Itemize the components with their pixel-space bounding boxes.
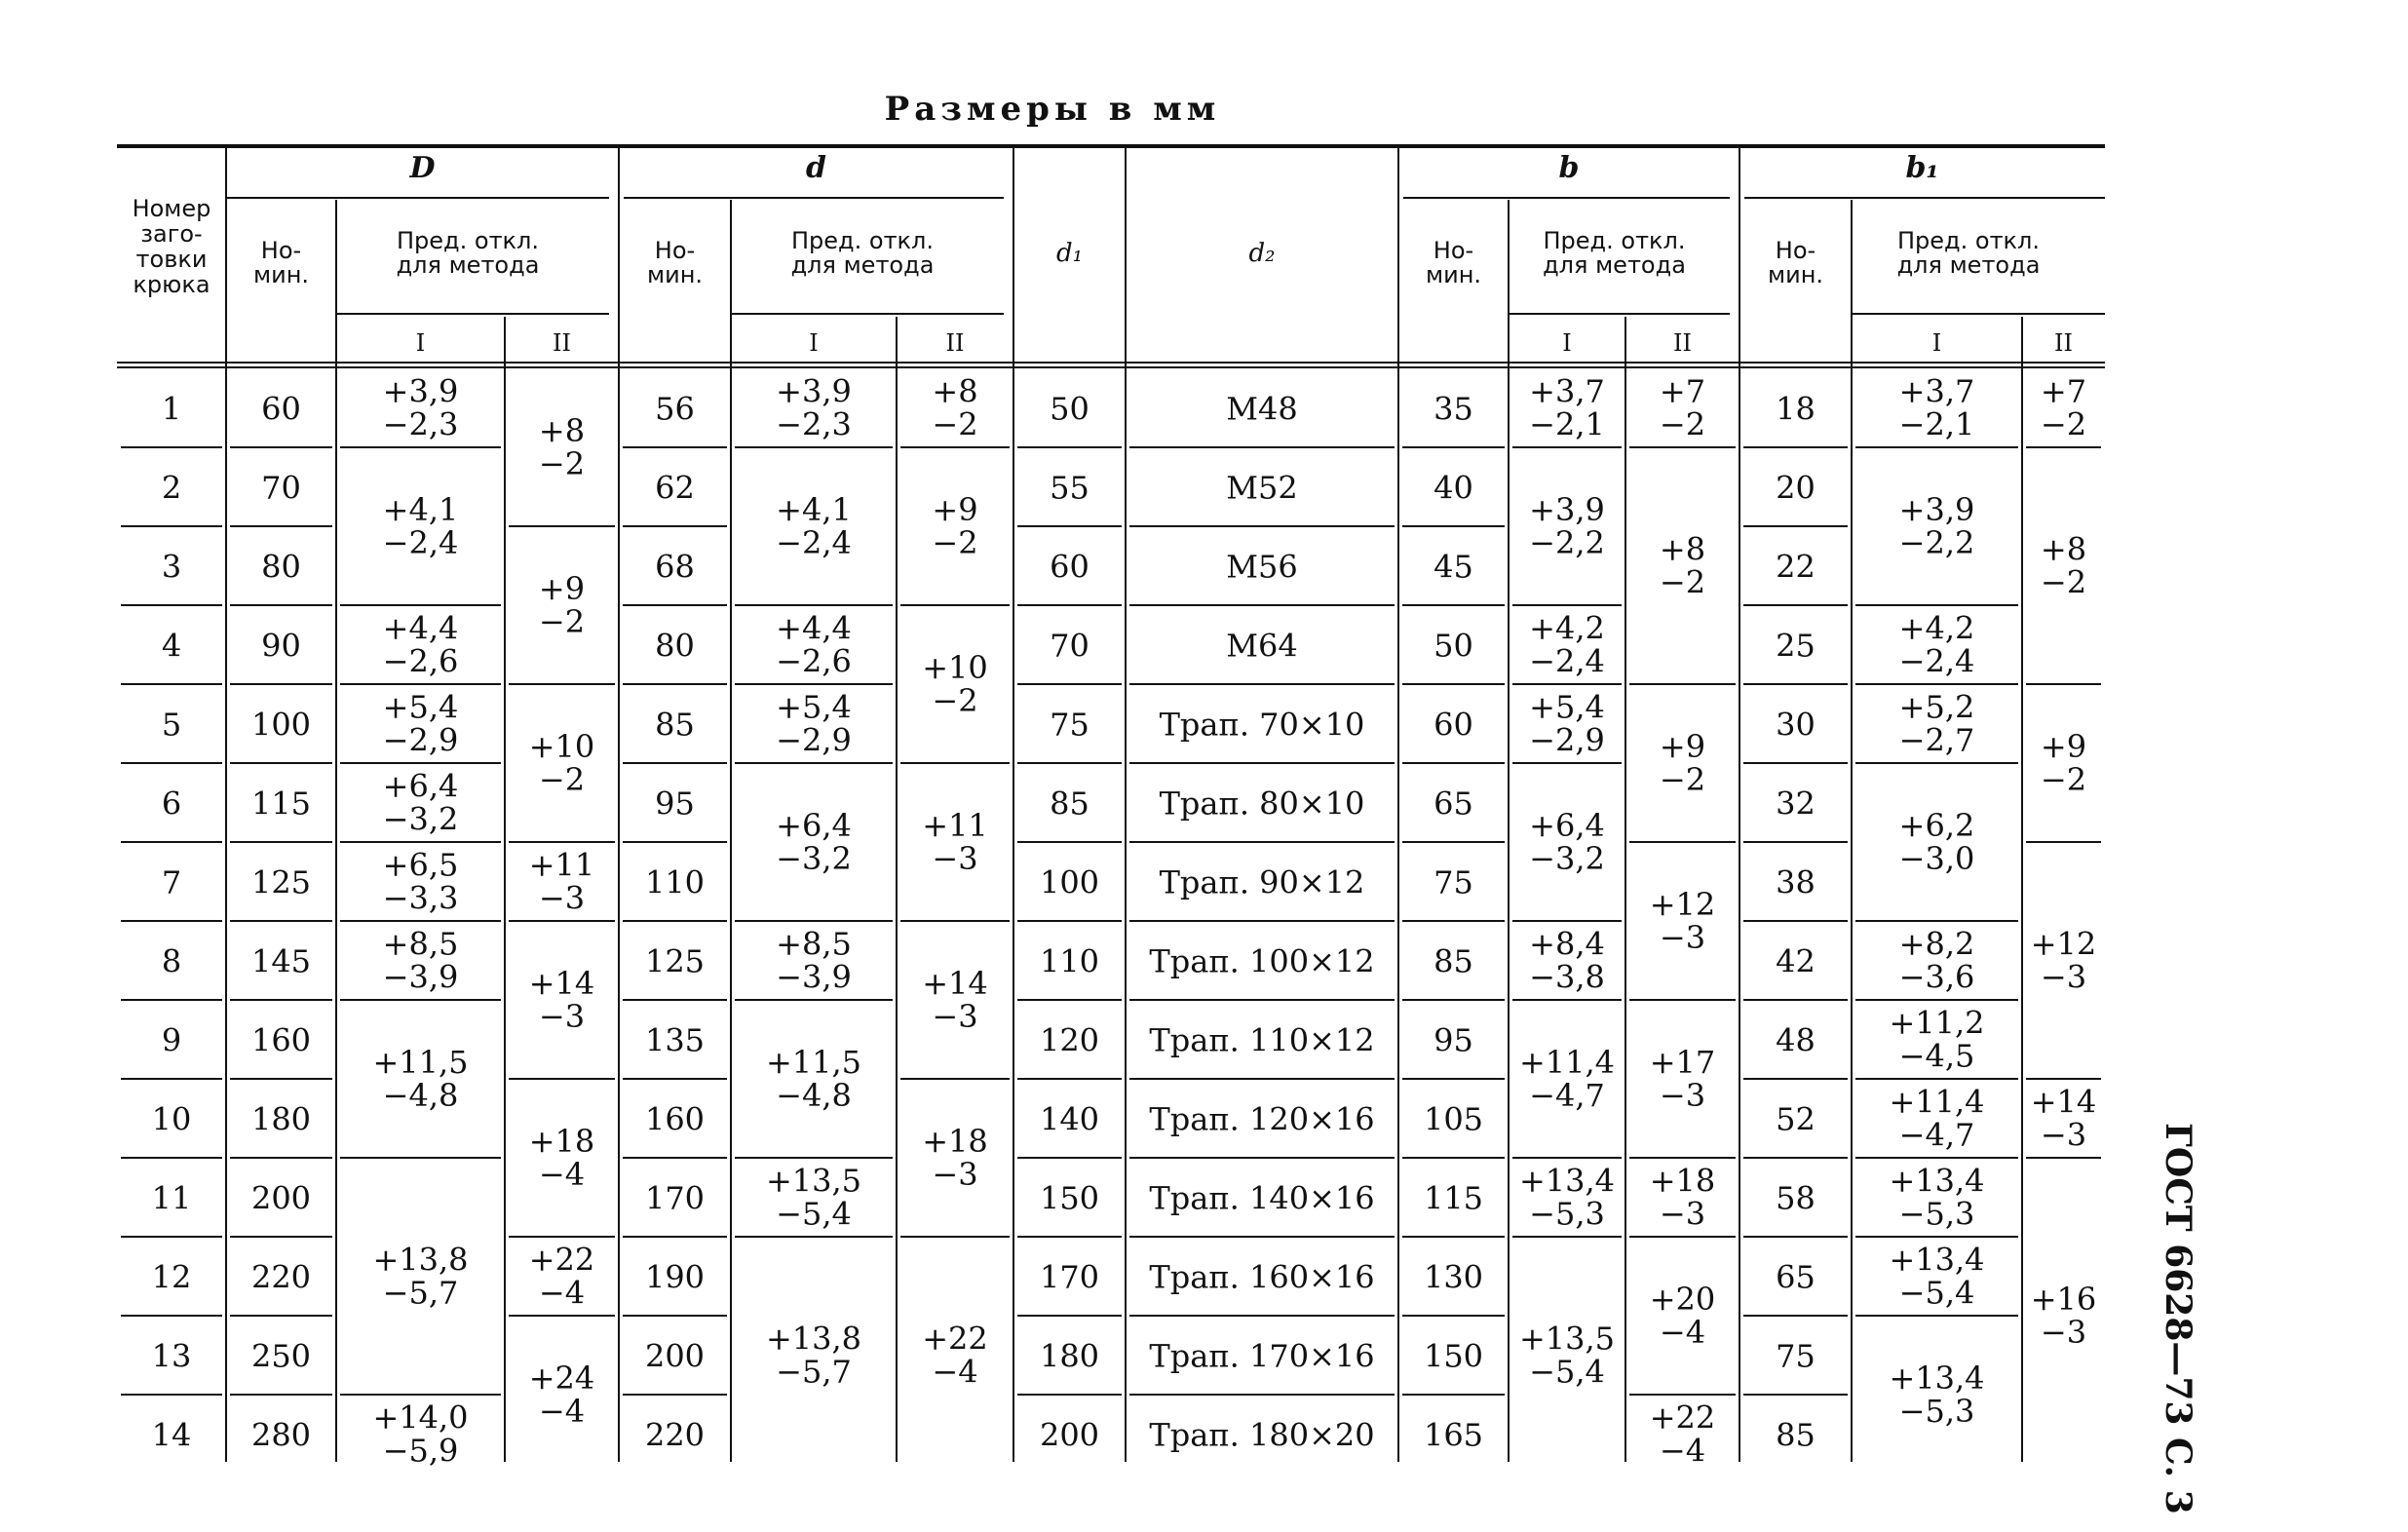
cell-d2: Трап. 90×12 (1159, 863, 1365, 901)
tolerance-upper: +3,9 (382, 372, 459, 410)
tolerance-upper: +12 (2030, 925, 2097, 963)
tolerance-upper: +13,5 (765, 1162, 862, 1200)
cell-d1: 170 (1039, 1258, 1100, 1296)
group-header-D: D (409, 151, 436, 185)
cell-d1: 60 (1050, 548, 1089, 586)
tolerance-upper: +17 (1649, 1044, 1716, 1081)
cell-D: 160 (250, 1021, 312, 1059)
tolerance-upper: +4,4 (776, 609, 852, 647)
tolerance-lower: −3,2 (382, 800, 459, 838)
cell-n: 5 (161, 706, 182, 744)
tolerance-upper: +5,4 (776, 688, 852, 726)
cell-b1: 38 (1776, 863, 1816, 901)
tolerance-upper: +9 (538, 570, 586, 607)
table-title: Размеры в мм (884, 90, 1221, 129)
tolerance-upper: +18 (922, 1123, 988, 1160)
tolerance-lower: −3 (932, 1156, 978, 1193)
cell-d: 190 (644, 1258, 706, 1296)
tolerance-lower: −3,2 (776, 840, 852, 877)
cell-d2: Трап. 170×16 (1149, 1337, 1375, 1375)
cell-D: 100 (250, 706, 312, 744)
tolerance-upper: +8,2 (1898, 925, 1975, 963)
tolerance-upper: +13,4 (1889, 1241, 1985, 1279)
tolerance-upper: +22 (528, 1241, 595, 1279)
tolerance-lower: −2 (1659, 563, 1706, 601)
group-header-b1: b₁ (1905, 151, 1939, 185)
tolerance-lower: −3 (538, 998, 586, 1035)
cell-D: 145 (250, 942, 312, 980)
cell-d1: 50 (1050, 390, 1089, 428)
tolerance-lower: −3,8 (1529, 958, 1605, 996)
tolerance-upper: +11,4 (1889, 1083, 1985, 1121)
cell-d1: 150 (1039, 1179, 1100, 1217)
cell-d1: 110 (1039, 942, 1100, 980)
cell-b1: 22 (1776, 548, 1816, 586)
cell-b1: 75 (1776, 1337, 1816, 1375)
tolerance-upper: +9 (932, 491, 978, 528)
cell-d: 125 (644, 942, 706, 980)
cell-d1: 120 (1039, 1021, 1100, 1059)
cell-b1: 20 (1776, 469, 1816, 507)
cell-b: 45 (1433, 548, 1473, 586)
cell-d2: Трап. 100×12 (1149, 942, 1375, 980)
tolerance-lower: −5,4 (1529, 1353, 1605, 1391)
cell-d: 56 (655, 390, 695, 428)
cell-n: 4 (161, 627, 182, 665)
tolerance-lower: −2 (932, 682, 978, 719)
tolerance-upper: +5,4 (382, 688, 459, 726)
tolerance-upper: +12 (1649, 886, 1716, 923)
tolerance-upper: +7 (1659, 372, 1706, 410)
tolerance-upper: +18 (528, 1123, 595, 1160)
tolerance-lower: −2,1 (1898, 405, 1975, 443)
tolerance-lower: −5,3 (1898, 1393, 1975, 1430)
tolerance-lower: −3 (932, 998, 978, 1035)
cell-n: 6 (161, 785, 182, 823)
tolerance-lower: −2,4 (1529, 642, 1605, 680)
cell-d2: M64 (1226, 627, 1298, 665)
cell-D: 180 (250, 1100, 312, 1138)
tolerance-header: для метода (790, 251, 935, 279)
tolerance-upper: +14 (922, 965, 988, 1002)
tolerance-lower: −3,2 (1529, 840, 1605, 877)
cell-d1: 200 (1039, 1416, 1100, 1454)
nominal-header: Но- (1775, 237, 1816, 264)
cell-D: 250 (250, 1337, 312, 1375)
tolerance-upper: +10 (528, 728, 595, 765)
tolerance-upper: +24 (528, 1360, 595, 1397)
method-II-header: II (945, 329, 965, 357)
tolerance-upper: +10 (922, 649, 988, 686)
tolerance-lower: −5,3 (1529, 1195, 1605, 1233)
tolerance-upper: +14 (528, 965, 595, 1002)
cell-b: 115 (1423, 1179, 1484, 1217)
tolerance-lower: −2,3 (776, 405, 852, 443)
tolerance-upper: +6,5 (382, 846, 459, 884)
cell-d2: Трап. 110×12 (1149, 1021, 1375, 1059)
cell-d: 80 (655, 627, 695, 665)
tolerance-lower: −2,9 (382, 721, 459, 759)
tolerance-upper: +18 (1649, 1162, 1716, 1200)
cell-d: 170 (644, 1179, 706, 1217)
tolerance-upper: +8 (932, 372, 978, 410)
tolerance-header: Пред. откл. (790, 227, 935, 254)
cell-n: 10 (151, 1100, 192, 1138)
nominal-header: Но- (654, 237, 696, 264)
tolerance-upper: +14 (2030, 1083, 2097, 1121)
tolerance-lower: −2,6 (776, 642, 852, 680)
tolerance-upper: +4,2 (1898, 609, 1975, 647)
header-d1: d₁ (1055, 239, 1084, 268)
nominal-header: мин. (1767, 261, 1824, 288)
tolerance-lower: −3 (1659, 1195, 1706, 1233)
row-number-header: заго- (140, 220, 203, 248)
cell-d2: M48 (1226, 390, 1298, 428)
cell-D: 115 (250, 785, 312, 823)
cell-d1: 75 (1050, 706, 1089, 744)
method-I-header: I (1562, 329, 1572, 357)
cell-b1: 58 (1776, 1179, 1816, 1217)
cell-b: 35 (1433, 390, 1473, 428)
cell-d: 110 (644, 863, 706, 901)
tolerance-lower: −2 (1659, 761, 1706, 798)
cell-n: 11 (151, 1179, 192, 1217)
tolerance-lower: −3,3 (382, 879, 459, 917)
tolerance-upper: +8 (1659, 530, 1706, 568)
row-number-header: крюка (133, 271, 210, 298)
tolerance-lower: −5,4 (776, 1195, 852, 1233)
tolerance-upper: +8,4 (1529, 925, 1605, 963)
tolerance-lower: −2,4 (1898, 642, 1975, 680)
tolerance-lower: −2 (538, 603, 586, 640)
cell-d1: 85 (1050, 785, 1089, 823)
tolerance-lower: −2 (2040, 563, 2087, 601)
cell-d: 220 (644, 1416, 706, 1454)
tolerance-lower: −3 (932, 840, 978, 877)
tolerance-upper: +22 (1649, 1398, 1716, 1436)
tolerance-lower: −3,9 (382, 958, 459, 996)
cell-D: 60 (261, 390, 301, 428)
cell-b: 65 (1433, 785, 1473, 823)
cell-b1: 42 (1776, 942, 1816, 980)
tolerance-lower: −5,7 (776, 1353, 852, 1391)
tolerance-upper: +11,5 (372, 1044, 469, 1081)
cell-b: 165 (1423, 1416, 1484, 1454)
cell-d2: Трап. 180×20 (1149, 1416, 1375, 1454)
cell-b: 95 (1433, 1021, 1473, 1059)
tolerance-upper: +9 (2040, 728, 2087, 765)
tolerance-lower: −5,3 (1898, 1195, 1975, 1233)
tolerance-lower: −2,9 (1529, 721, 1605, 759)
cell-b1: 52 (1776, 1100, 1816, 1138)
tolerance-upper: +11 (922, 807, 988, 844)
tolerance-upper: +3,9 (776, 372, 852, 410)
tolerance-lower: −3 (1659, 1077, 1706, 1114)
nominal-header: Но- (1433, 237, 1474, 264)
tolerance-upper: +13,4 (1518, 1162, 1616, 1200)
nominal-header: мин. (1425, 261, 1482, 288)
tolerance-lower: −4 (538, 1156, 586, 1193)
tolerance-upper: +5,2 (1898, 688, 1975, 726)
method-I-header: I (1931, 329, 1942, 357)
tolerance-lower: −2 (2040, 405, 2087, 443)
tolerance-lower: −5,9 (382, 1432, 459, 1470)
cell-b: 50 (1433, 627, 1473, 665)
header-d2: d₂ (1248, 239, 1276, 268)
cell-b: 75 (1433, 863, 1473, 901)
tolerance-upper: +7 (2040, 372, 2087, 410)
cell-d1: 55 (1050, 469, 1089, 507)
cell-n: 13 (151, 1337, 192, 1375)
tolerance-upper: +11,5 (765, 1044, 862, 1081)
method-II-header: II (1673, 329, 1692, 357)
cell-b1: 30 (1776, 706, 1816, 744)
tolerance-lower: −4 (932, 1353, 978, 1391)
tolerance-upper: +4,1 (382, 491, 459, 528)
tolerance-upper: +5,4 (1529, 688, 1605, 726)
method-II-header: II (553, 329, 571, 357)
cell-n: 2 (161, 469, 182, 507)
cell-n: 14 (151, 1416, 192, 1454)
cell-d2: Трап. 120×16 (1149, 1100, 1375, 1138)
nominal-header: мин. (646, 261, 704, 288)
cell-n: 1 (161, 390, 182, 428)
nominal-header: Но- (260, 237, 302, 264)
cell-d2: Трап. 80×10 (1159, 785, 1365, 823)
method-II-header: II (2054, 329, 2073, 357)
cell-b: 150 (1423, 1337, 1484, 1375)
tolerance-upper: +22 (922, 1320, 988, 1358)
cell-b1: 85 (1776, 1416, 1816, 1454)
cell-b1: 65 (1776, 1258, 1816, 1296)
tolerance-header: для метода (396, 251, 540, 279)
cell-n: 8 (161, 942, 182, 980)
tolerance-lower: −2,6 (382, 642, 459, 680)
cell-d2: M56 (1226, 548, 1298, 586)
tolerance-upper: +8,5 (382, 925, 459, 963)
tolerance-lower: −4 (1659, 1314, 1706, 1351)
tolerance-lower: −3,6 (1898, 958, 1975, 996)
tolerance-header: Пред. откл. (1543, 227, 1686, 254)
cell-n: 12 (151, 1258, 192, 1296)
cell-D: 70 (261, 469, 301, 507)
tolerance-upper: +6,2 (1898, 807, 1975, 844)
cell-n: 3 (161, 548, 182, 586)
cell-b1: 32 (1776, 785, 1816, 823)
tolerance-lower: −2 (1659, 405, 1706, 443)
tolerance-lower: −4 (538, 1274, 586, 1312)
tolerance-upper: +8 (538, 412, 586, 449)
tolerance-upper: +13,8 (765, 1320, 862, 1358)
cell-d2: M52 (1226, 469, 1298, 507)
tolerance-lower: −4,8 (382, 1077, 459, 1114)
standard-page-label: ГОСТ 6628—73 С. 3 (2158, 1123, 2198, 1514)
tolerance-header: для метода (1896, 251, 2041, 279)
cell-n: 7 (161, 863, 182, 901)
cell-d2: Трап. 140×16 (1149, 1179, 1375, 1217)
cell-d2: Трап. 160×16 (1149, 1258, 1375, 1296)
tolerance-upper: +9 (1659, 728, 1706, 765)
nominal-header: мин. (252, 261, 310, 288)
cell-b: 60 (1433, 706, 1473, 744)
tolerance-lower: −5,4 (1898, 1274, 1975, 1312)
tolerance-lower: −2,4 (776, 524, 852, 561)
tolerance-lower: −4 (1659, 1432, 1706, 1470)
cell-d: 135 (644, 1021, 706, 1059)
tolerance-upper: +4,4 (382, 609, 459, 647)
tolerance-upper: +3,7 (1898, 372, 1975, 410)
tolerance-lower: −2 (538, 445, 586, 482)
cell-d: 200 (644, 1337, 706, 1375)
tolerance-lower: −4,7 (1898, 1116, 1975, 1154)
tolerance-upper: +16 (2030, 1281, 2097, 1318)
tolerance-lower: −2 (932, 405, 978, 443)
cell-D: 125 (250, 863, 312, 901)
tolerance-lower: −2 (932, 524, 978, 561)
cell-d1: 140 (1039, 1100, 1100, 1138)
tolerance-header: Пред. откл. (1896, 227, 2041, 254)
tolerance-lower: −3 (538, 879, 586, 917)
tolerance-lower: −3 (2040, 958, 2087, 996)
cell-d: 62 (655, 469, 695, 507)
cell-b: 105 (1423, 1100, 1484, 1138)
tolerance-upper: +13,4 (1889, 1162, 1985, 1200)
tolerance-lower: −2 (538, 761, 586, 798)
cell-D: 200 (250, 1179, 312, 1217)
tolerance-upper: +11,2 (1889, 1004, 1985, 1042)
tolerance-header: для метода (1543, 251, 1686, 279)
cell-b1: 18 (1776, 390, 1816, 428)
tolerance-lower: −2,3 (382, 405, 459, 443)
cell-n: 9 (161, 1021, 182, 1059)
tolerance-upper: +6,4 (776, 807, 852, 844)
tolerance-upper: +13,5 (1518, 1320, 1616, 1358)
tolerance-lower: −4,7 (1529, 1077, 1605, 1114)
tolerance-lower: −5,7 (382, 1274, 459, 1312)
cell-d: 85 (655, 706, 695, 744)
tolerance-lower: −2,2 (1529, 524, 1605, 561)
tolerance-upper: +3,7 (1529, 372, 1605, 410)
method-I-header: I (809, 329, 819, 357)
cell-D: 80 (261, 548, 301, 586)
cell-d: 68 (655, 548, 695, 586)
tolerance-upper: +20 (1649, 1281, 1716, 1318)
tolerance-upper: +13,8 (372, 1241, 469, 1279)
cell-b: 85 (1433, 942, 1473, 980)
tolerance-lower: −2,9 (776, 721, 852, 759)
tolerance-lower: −3 (2040, 1314, 2087, 1351)
tolerance-lower: −4 (538, 1393, 586, 1430)
cell-d1: 70 (1050, 627, 1089, 665)
cell-d1: 180 (1039, 1337, 1100, 1375)
tolerance-header: Пред. откл. (396, 227, 540, 254)
tolerance-lower: −2 (2040, 761, 2087, 798)
cell-D: 220 (250, 1258, 312, 1296)
tolerance-lower: −3 (1659, 919, 1706, 956)
method-I-header: I (415, 329, 426, 357)
tolerance-upper: +6,4 (382, 767, 459, 805)
row-number-header: Номер (132, 195, 211, 222)
tolerance-upper: +11 (528, 846, 595, 884)
cell-b1: 48 (1776, 1021, 1816, 1059)
tolerance-lower: −4,8 (776, 1077, 852, 1114)
cell-b: 130 (1423, 1258, 1484, 1296)
tolerance-upper: +3,9 (1529, 491, 1605, 528)
tolerance-lower: −3 (2040, 1116, 2087, 1154)
tolerance-lower: −3,9 (776, 958, 852, 996)
tolerance-upper: +8,5 (776, 925, 852, 963)
tolerance-lower: −2,1 (1529, 405, 1605, 443)
tolerance-lower: −2,2 (1898, 524, 1975, 561)
tolerance-lower: −3,0 (1898, 840, 1975, 877)
cell-b1: 25 (1776, 627, 1816, 665)
cell-D: 280 (250, 1416, 312, 1454)
tolerance-upper: +8 (2040, 530, 2087, 568)
row-number-header: товки (135, 246, 208, 273)
tolerance-upper: +3,9 (1898, 491, 1975, 528)
tolerance-upper: +4,1 (776, 491, 852, 528)
cell-D: 90 (261, 627, 301, 665)
cell-d1: 100 (1039, 863, 1100, 901)
tolerance-upper: +11,4 (1518, 1044, 1616, 1081)
tolerance-upper: +13,4 (1889, 1360, 1985, 1397)
tolerance-lower: −2,7 (1898, 721, 1975, 759)
cell-d: 160 (644, 1100, 706, 1138)
group-header-d: d (806, 151, 826, 185)
group-header-b: b (1558, 151, 1580, 185)
tolerance-upper: +14,0 (372, 1398, 469, 1436)
tolerance-lower: −2,4 (382, 524, 459, 561)
tolerance-upper: +6,4 (1529, 807, 1605, 844)
cell-b: 40 (1433, 469, 1473, 507)
tolerance-lower: −4,5 (1898, 1037, 1975, 1075)
tolerance-upper: +4,2 (1529, 609, 1605, 647)
cell-d2: Трап. 70×10 (1159, 706, 1365, 744)
cell-d: 95 (655, 785, 695, 823)
